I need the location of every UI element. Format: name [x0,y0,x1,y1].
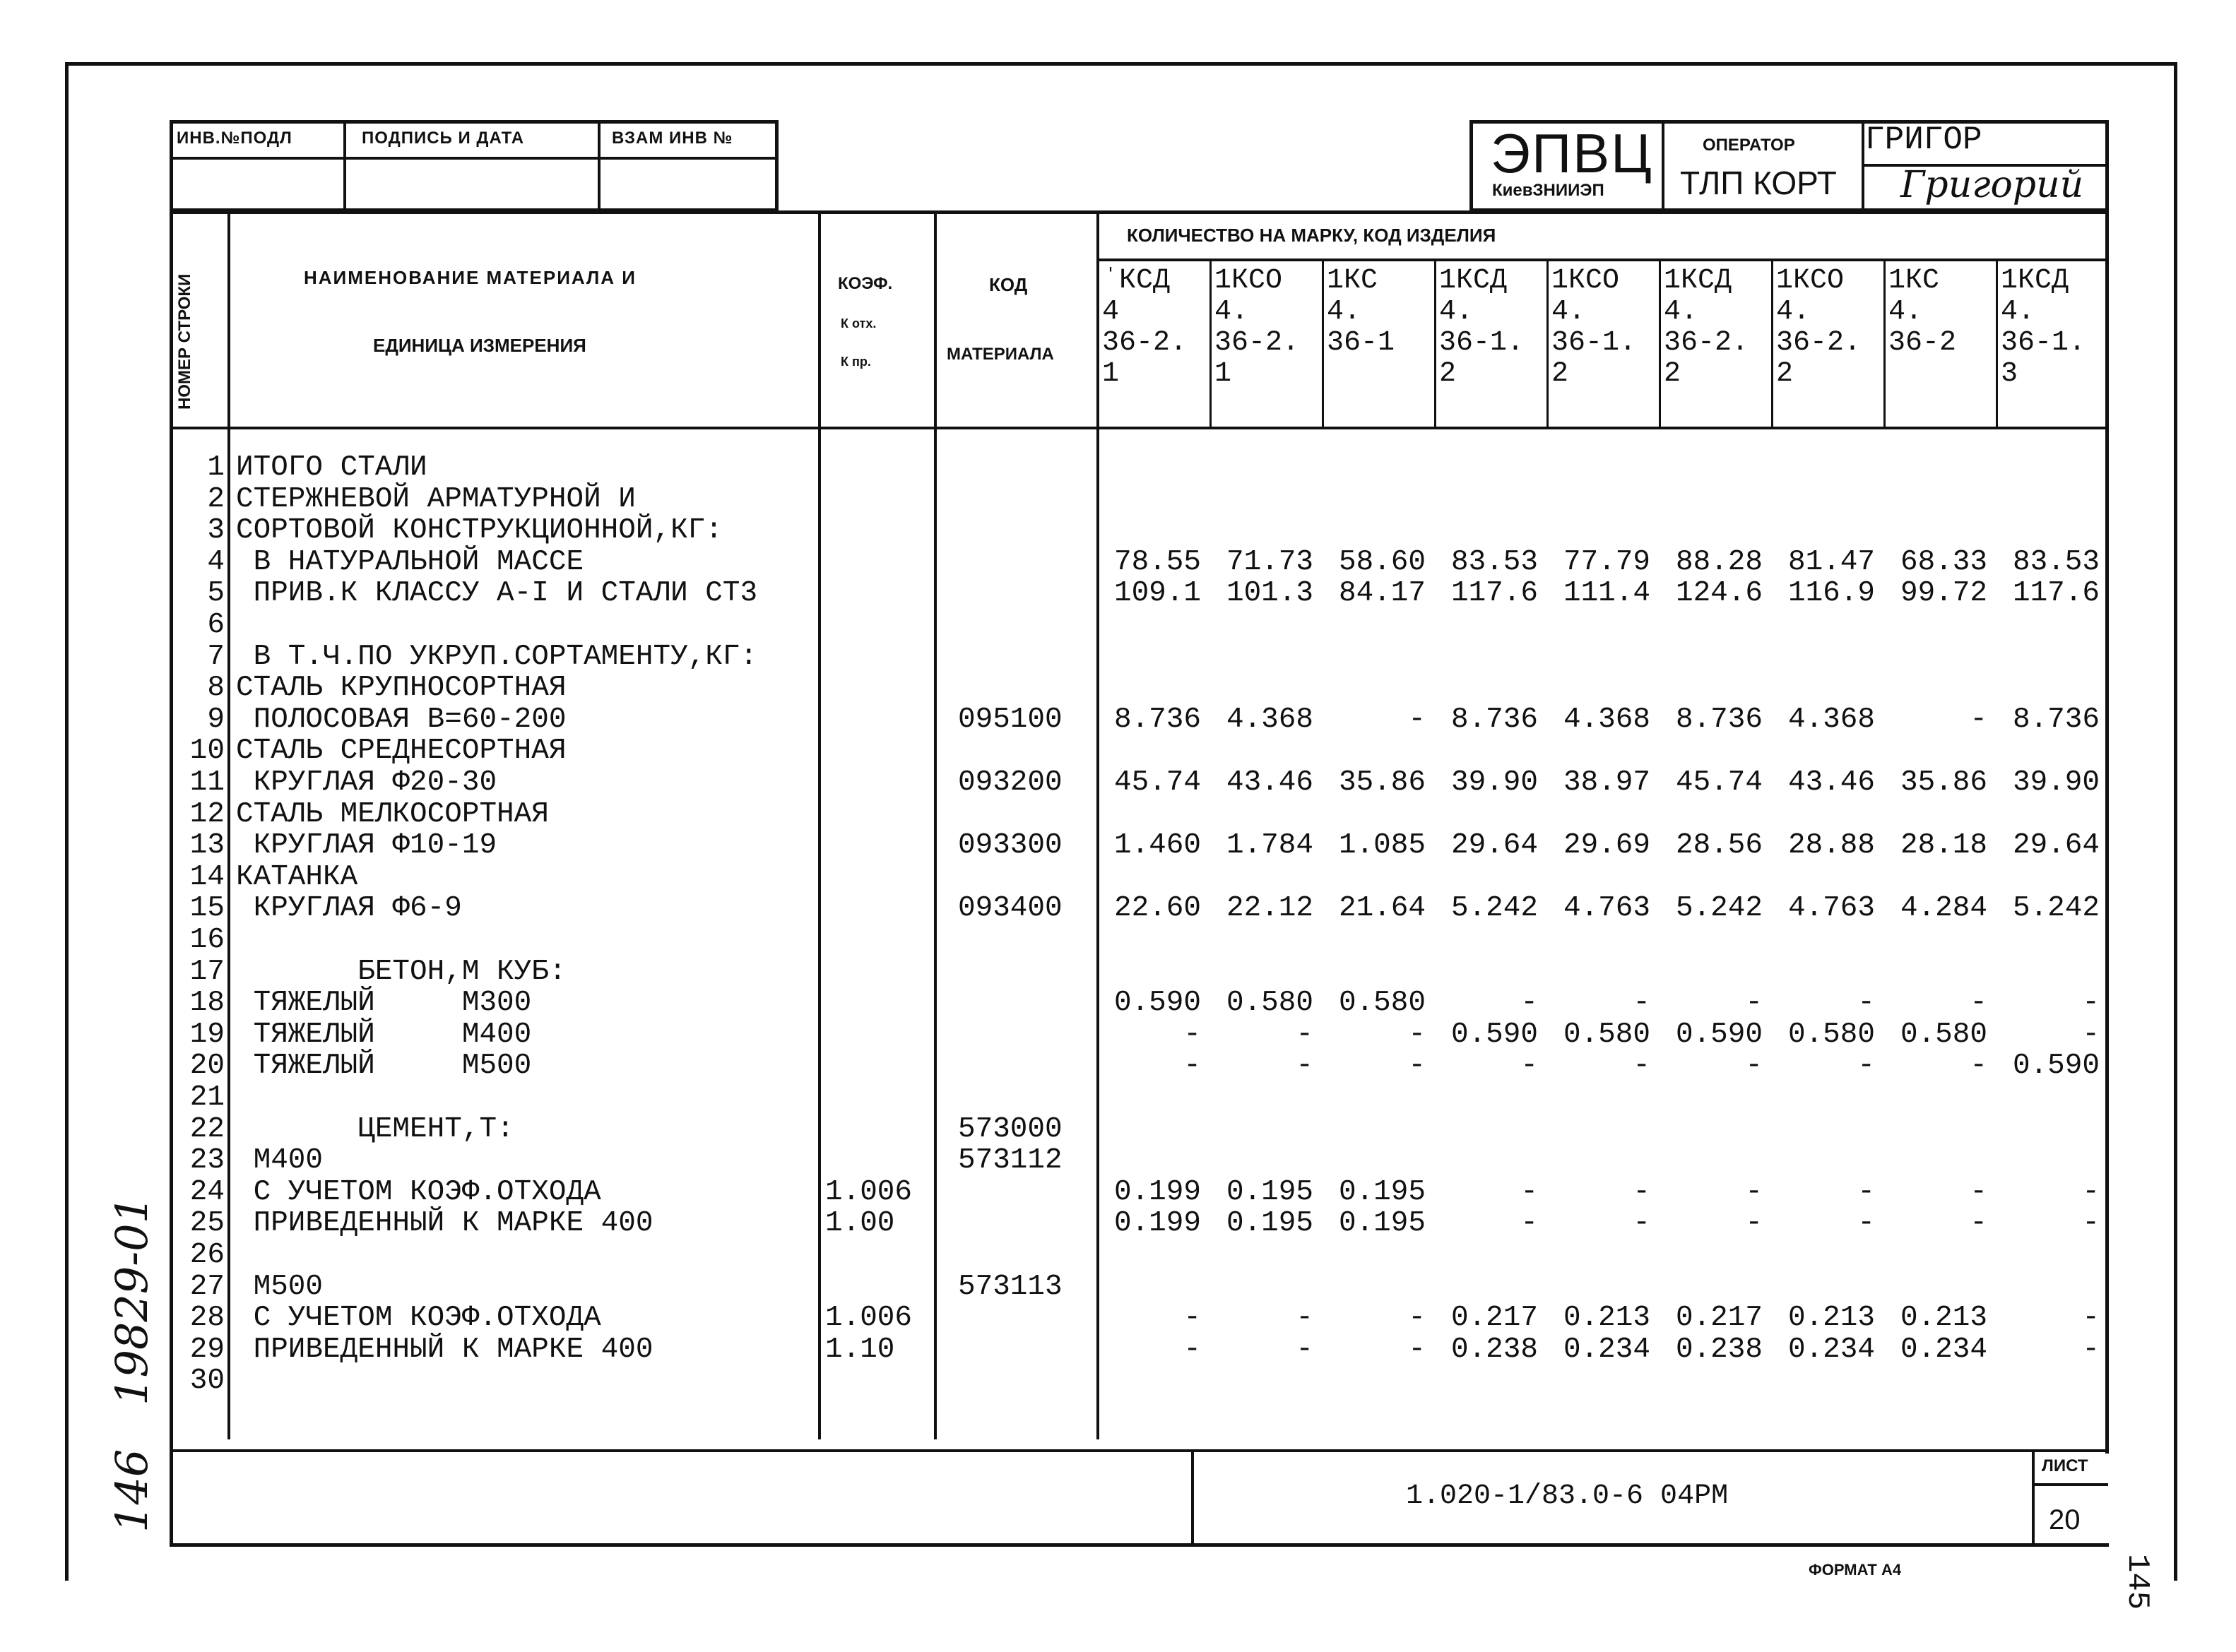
quantity-cell: 39.90 [1450,766,1538,799]
row-number: 30 [189,1365,225,1397]
quantity-cell: 4.368 [1563,703,1650,736]
quantity-cell: - [1633,987,1650,1019]
qty-sub-line [1096,259,2107,261]
row-number: 4 [207,546,225,578]
quantity-cell: - [1408,703,1426,736]
row-number: 17 [189,956,225,988]
material-name: СТАЛЬ СРЕДНЕСОРТНАЯ [236,735,567,767]
material-name: ИТОГО СТАЛИ [236,451,427,484]
product-column-header: ˈКСД 4 36-2. 1 [1102,265,1188,390]
pcol-7 [1883,259,1886,428]
quantity-cell: - [1970,1050,1987,1082]
row-number: 18 [189,987,225,1019]
col-div-coef [934,210,937,1439]
handwritten-page: 146 [106,1449,158,1533]
operator-name: ГРИГОР [1865,121,1982,158]
material-code: 573112 [958,1144,1063,1177]
quantity-cell: - [1633,1176,1650,1208]
quantity-cell: 5.242 [1675,892,1763,925]
footer-bottom [170,1543,2109,1547]
quantity-cell: 0.580 [1563,1018,1650,1051]
quantity-cell: 77.79 [1563,546,1650,578]
operator-value: ТЛП КОРТ [1680,165,1837,201]
side-number: 145 [2119,1554,2155,1610]
quantity-cell: 4.763 [1563,892,1650,925]
pcol-8 [1996,259,1998,428]
quantity-cell: - [1408,1302,1426,1334]
quantity-cell: 4.763 [1787,892,1875,925]
quantity-cell: 8.736 [1113,703,1201,736]
material-name: СТЕРЖНЕВОЙ АРМАТУРНОЙ И [236,483,636,516]
table-right [2105,210,2109,1454]
quantity-cell: - [2082,1176,2100,1208]
quantity-cell: - [1745,1207,1763,1240]
product-column-header: 1КСД 4. 36-1. 2 [1439,265,1525,390]
material-code: 095100 [958,703,1063,736]
quantity-cell: - [1520,1207,1538,1240]
code-header-1: КОД [989,274,1028,295]
quantity-cell: - [1183,1333,1201,1366]
sheet-number: 20 [2049,1504,2081,1535]
quantity-cell: - [1857,1207,1875,1240]
product-column-header: 1КСО 4. 36-2. 2 [1776,265,1862,390]
quantity-cell: 124.6 [1675,577,1763,610]
quantity-cell: - [2082,1018,2100,1051]
material-name: С УЧЕТОМ КОЭФ.ОТХОДА [236,1302,601,1334]
quantity-cell: 88.28 [1675,546,1763,578]
row-number: 19 [189,1018,225,1051]
material-name: ЦЕМЕНТ,Т: [236,1113,514,1146]
coefficient: 1.006 [825,1302,913,1334]
material-name: СТАЛЬ МЕЛКОСОРТНАЯ [236,798,549,831]
quantity-cell: 39.90 [2012,766,2100,799]
quantity-cell: 22.12 [1226,892,1313,925]
product-column-header: 1КС 4. 36-1 [1327,265,1395,359]
quantity-cell: 116.9 [1787,577,1875,610]
stamp-divider [170,157,779,160]
quantity-cell: - [1520,1176,1538,1208]
quantity-cell: 0.580 [1226,987,1313,1019]
quantity-cell: 5.242 [2012,892,2100,925]
row-number: 7 [207,641,225,673]
material-name: ПРИВЕДЕННЫЙ К МАРКЕ 400 [236,1333,653,1366]
row-number: 28 [189,1302,225,1334]
quantity-cell: 58.60 [1338,546,1426,578]
quantity-cell: 0.590 [2012,1050,2100,1082]
quantity-cell: - [1296,1050,1313,1082]
quantity-cell: 84.17 [1338,577,1426,610]
quantity-cell: - [1745,987,1763,1019]
quantity-cell: - [1857,1176,1875,1208]
quantity-cell: 8.736 [1675,703,1763,736]
outer-left-line [65,62,69,1581]
quantity-cell: 4.368 [1787,703,1875,736]
quantity-cell: 0.213 [1787,1302,1875,1334]
quantity-cell: 38.97 [1563,766,1650,799]
pcol-2 [1322,259,1324,428]
quantity-cell: - [1183,1018,1201,1051]
quantity-cell: 22.60 [1113,892,1201,925]
quantity-cell: 68.33 [1900,546,1987,578]
material-name: ПРИВЕДЕННЫЙ К МАРКЕ 400 [236,1207,653,1240]
quantity-cell: - [1183,1302,1201,1334]
row-number: 13 [189,829,225,862]
quantity-cell: - [1857,987,1875,1019]
quantity-cell: 4.368 [1226,703,1313,736]
quantity-cell: 1.460 [1113,829,1201,862]
quantity-cell: - [1970,987,1987,1019]
quantity-cell: 0.238 [1675,1333,1763,1366]
row-number: 6 [207,609,225,641]
row-number: 27 [189,1271,225,1303]
outer-right-line [2174,62,2177,1581]
row-number: 29 [189,1333,225,1366]
quantity-cell: - [2082,987,2100,1019]
material-name: КРУГЛАЯ Ф10-19 [236,829,497,862]
inv-label: ИНВ.№ПОДЛ [177,129,292,148]
row-number: 9 [207,703,225,736]
outer-top-line [65,62,2177,66]
quantity-cell: - [1633,1207,1650,1240]
product-column-header: 1КСД 4. 36-2. 2 [1664,265,1749,390]
quantity-cell: - [2082,1333,2100,1366]
quantity-cell: 0.580 [1338,987,1426,1019]
quantity-cell: - [1408,1050,1426,1082]
table-top [170,210,2109,214]
table-left [170,210,173,1545]
quantity-cell: 0.213 [1563,1302,1650,1334]
material-name: В НАТУРАЛЬНОЙ МАССЕ [236,546,584,578]
org-big: ЭПВЦ [1491,122,1653,184]
material-name: ПОЛОСОВАЯ В=60-200 [236,703,567,736]
sheet-label: ЛИСТ [2042,1456,2088,1475]
row-number: 1 [207,451,225,484]
material-name: ТЯЖЕЛЫЙ М400 [236,1018,532,1051]
quantity-cell: 0.234 [1900,1333,1987,1366]
product-column-header: 1КС 4. 36-2 [1888,265,1957,359]
material-name: ТЯЖЕЛЫЙ М300 [236,987,532,1019]
material-name: БЕТОН,М КУБ: [236,956,567,988]
material-code: 093200 [958,766,1063,799]
title-col1 [1662,120,1664,212]
quantity-cell: - [1296,1302,1313,1334]
quantity-cell: - [1296,1018,1313,1051]
material-name: ПРИВ.К КЛАССУ А-I И СТАЛИ СТ3 [236,577,758,610]
material-name: КРУГЛАЯ Ф20-30 [236,766,497,799]
material-name: С УЧЕТОМ КОЭФ.ОТХОДА [236,1176,601,1208]
quantity-cell: 45.74 [1675,766,1763,799]
quantity-cell: 8.736 [2012,703,2100,736]
row-number: 11 [189,766,225,799]
quantity-cell: 0.217 [1675,1302,1763,1334]
coef-header-2: К отх. [841,316,877,331]
quantity-cell: 35.86 [1338,766,1426,799]
footer-col1 [1191,1449,1194,1545]
quantity-cell: 83.53 [2012,546,2100,578]
row-number: 14 [189,861,225,893]
quantity-cell: - [1857,1050,1875,1082]
quantity-cell: 111.4 [1563,577,1650,610]
material-name: М500 [236,1271,324,1303]
quantity-cell: 43.46 [1787,766,1875,799]
qty-header: КОЛИЧЕСТВО НА МАРКУ, КОД ИЗДЕЛИЯ [1127,225,1496,246]
col-div-name [818,210,821,1439]
row-number: 20 [189,1050,225,1082]
vzam-label: ВЗАМ ИНВ № [612,129,733,148]
material-name: КАТАНКА [236,861,358,893]
name-header-2: ЕДИНИЦА ИЗМЕРЕНИЯ [373,335,586,356]
quantity-cell: 45.74 [1113,766,1201,799]
material-code: 093300 [958,829,1063,862]
signature: Григорий [1900,164,2084,206]
quantity-cell: - [2082,1207,2100,1240]
material-name: ТЯЖЕЛЫЙ М500 [236,1050,532,1082]
quantity-cell: - [1745,1050,1763,1082]
row-number: 10 [189,735,225,767]
quantity-cell: 29.64 [1450,829,1538,862]
footer-top [170,1449,2109,1452]
quantity-cell: - [1633,1050,1650,1082]
row-number: 15 [189,892,225,925]
quantity-cell: - [1520,987,1538,1019]
quantity-cell: 28.56 [1675,829,1763,862]
quantity-cell: 0.234 [1563,1333,1650,1366]
pcol-4 [1546,259,1549,428]
quantity-cell: 117.6 [2012,577,2100,610]
row-number: 25 [189,1207,225,1240]
quantity-cell: 0.199 [1113,1207,1201,1240]
quantity-cell: 101.3 [1226,577,1313,610]
quantity-cell: - [1408,1018,1426,1051]
quantity-cell: 0.195 [1226,1176,1313,1208]
quantity-cell: 0.217 [1450,1302,1538,1334]
row-number: 24 [189,1176,225,1208]
name-header-1: НАИМЕНОВАНИЕ МАТЕРИАЛА И [304,267,637,288]
row-number-header: НОМЕР СТРОКИ [175,273,194,410]
quantity-cell: 21.64 [1338,892,1426,925]
quantity-cell: 28.18 [1900,829,1987,862]
coef-header-3: К пр. [841,355,871,369]
quantity-cell: - [1970,1176,1987,1208]
org-small: КиевЗНИИЭП [1492,181,1604,200]
quantity-cell: 71.73 [1226,546,1313,578]
quantity-cell: - [1970,1207,1987,1240]
row-number: 3 [207,514,225,547]
row-number: 21 [189,1081,225,1114]
quantity-cell: 0.234 [1787,1333,1875,1366]
coefficient: 1.10 [825,1333,895,1366]
stamp-col1 [343,120,346,212]
quantity-cell: 1.784 [1226,829,1313,862]
row-number: 23 [189,1144,225,1177]
coefficient: 1.006 [825,1176,913,1208]
coef-header-1: КОЭФ. [838,274,893,293]
material-code: 573113 [958,1271,1063,1303]
row-number: 2 [207,483,225,516]
row-number: 22 [189,1113,225,1146]
quantity-cell: 99.72 [1900,577,1987,610]
quantity-cell: 4.284 [1900,892,1987,925]
row-number: 5 [207,577,225,610]
quantity-cell: 0.213 [1900,1302,1987,1334]
quantity-cell: - [1408,1333,1426,1366]
quantity-cell: 29.69 [1563,829,1650,862]
pcol-3 [1434,259,1436,428]
material-name: СТАЛЬ КРУПНОСОРТНАЯ [236,672,567,704]
quantity-cell: - [1296,1333,1313,1366]
operator-label: ОПЕРАТОР [1703,136,1795,155]
material-code: 093400 [958,892,1063,925]
pcol-1 [1209,259,1212,428]
quantity-cell: 0.238 [1450,1333,1538,1366]
format-label: ФОРМАТ А4 [1809,1561,1902,1579]
footer-sheet-line [2032,1483,2108,1486]
pcol-6 [1771,259,1773,428]
quantity-cell: 0.580 [1787,1018,1875,1051]
material-name: КРУГЛАЯ Ф6-9 [236,892,462,925]
product-column-header: 1КСО 4. 36-1. 2 [1551,265,1637,390]
quantity-cell: - [1520,1050,1538,1082]
quantity-cell: 0.195 [1338,1176,1426,1208]
col-div-code [1096,210,1099,1439]
quantity-cell: 0.590 [1675,1018,1763,1051]
sign-label: ПОДПИСЬ И ДАТА [362,129,525,148]
product-column-header: 1КСО 4. 36-2. 1 [1214,265,1300,390]
col-div-rownum [227,210,230,1439]
quantity-cell: - [2082,1302,2100,1334]
quantity-cell: 0.195 [1338,1207,1426,1240]
vertical-note: 19829-01 [106,1195,158,1406]
quantity-cell: 1.085 [1338,829,1426,862]
row-number: 16 [189,924,225,956]
quantity-cell: 8.736 [1450,703,1538,736]
quantity-cell: 43.46 [1226,766,1313,799]
quantity-cell: 35.86 [1900,766,1987,799]
row-number: 8 [207,672,225,704]
header-bottom [170,427,2109,429]
footer-col2 [2032,1449,2035,1545]
quantity-cell: 29.64 [2012,829,2100,862]
pcol-5 [1659,259,1661,428]
row-number: 26 [189,1239,225,1271]
stamp-col2 [598,120,601,212]
code-header-2: МАТЕРИАЛА [947,345,1054,364]
quantity-cell: 0.195 [1226,1207,1313,1240]
quantity-cell: 28.88 [1787,829,1875,862]
doc-code: 1.020-1/83.0-6 04РМ [1406,1480,1729,1512]
row-number: 12 [189,798,225,831]
quantity-cell: 0.580 [1900,1018,1987,1051]
material-code: 573000 [958,1113,1063,1146]
quantity-cell: 0.199 [1113,1176,1201,1208]
quantity-cell: 117.6 [1450,577,1538,610]
quantity-cell: 5.242 [1450,892,1538,925]
quantity-cell: - [1745,1176,1763,1208]
quantity-cell: 78.55 [1113,546,1201,578]
material-name: М400 [236,1144,324,1177]
material-name: СОРТОВОЙ КОНСТРУКЦИОННОЙ,КГ: [236,514,723,547]
quantity-cell: 83.53 [1450,546,1538,578]
quantity-cell: - [1183,1050,1201,1082]
coefficient: 1.00 [825,1207,895,1240]
quantity-cell: 109.1 [1113,577,1201,610]
product-column-header: 1КСД 4. 36-1. 3 [2001,265,2086,390]
quantity-cell: 0.590 [1450,1018,1538,1051]
quantity-cell: 81.47 [1787,546,1875,578]
quantity-cell: - [1970,703,1987,736]
quantity-cell: 0.590 [1113,987,1201,1019]
material-name: В Т.Ч.ПО УКРУП.СОРТАМЕНТУ,КГ: [236,641,758,673]
